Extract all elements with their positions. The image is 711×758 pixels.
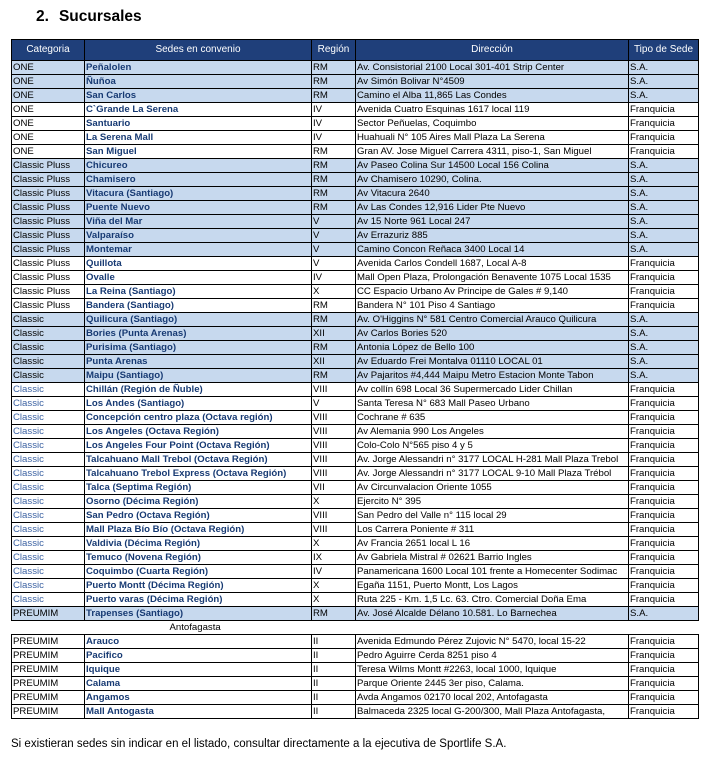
cell-categoria: Classic [12, 425, 85, 439]
table-row [12, 243, 699, 257]
col-header-direccion: Dirección [356, 40, 629, 61]
cell-region: RM [312, 313, 356, 327]
cell-categoria: PREUMIM [12, 677, 85, 691]
table-row [12, 663, 699, 677]
cell-categoria: Classic [12, 509, 85, 523]
cell-region: X [312, 285, 356, 299]
cell-region: X [312, 593, 356, 607]
cell-direccion: Av Paseo Colina Sur 14500 Local 156 Colina [356, 159, 629, 173]
cell-tipo: Franquicia [629, 145, 699, 159]
cell-categoria: PREUMIM [12, 705, 85, 719]
cell-tipo: Franquicia [629, 551, 699, 565]
cell-direccion: Av 15 Norte 961 Local 247 [356, 215, 629, 229]
cell-sede: Coquimbo (Cuarta Región) [85, 565, 312, 579]
table-row [12, 201, 699, 215]
cell-tipo: Franquicia [629, 285, 699, 299]
cell-categoria: ONE [12, 131, 85, 145]
table-row [12, 523, 699, 537]
table-row [12, 579, 699, 593]
table-row [12, 145, 699, 159]
cell-categoria: Classic Pluss [12, 215, 85, 229]
cell-sede: Quillota [85, 257, 312, 271]
table-row [12, 341, 699, 355]
cell-direccion: San Pedro del Valle n° 115 local 29 [356, 509, 629, 523]
col-header-tipo: Tipo de Sede [629, 40, 699, 61]
cell-categoria: Classic [12, 355, 85, 369]
table-row [12, 285, 699, 299]
cell-tipo: S.A. [629, 229, 699, 243]
cell-categoria: Classic [12, 593, 85, 607]
cell-tipo: Franquicia [629, 131, 699, 145]
cell-tipo: S.A. [629, 341, 699, 355]
cell-direccion: Av. Consistorial 2100 Local 301-401 Strip Center [356, 61, 629, 75]
cell-sede: Quilicura (Santiago) [85, 313, 312, 327]
cell-sede: Mall Antogasta [85, 705, 312, 719]
cell-categoria: PREUMIM [12, 649, 85, 663]
subheading-row [12, 621, 699, 635]
cell-tipo: Franquicia [629, 271, 699, 285]
cell-region: RM [312, 145, 356, 159]
cell-region: XII [312, 327, 356, 341]
cell-direccion: Huahuali N° 105 Aires Mall Plaza La Serena [356, 131, 629, 145]
cell-region: VIII [312, 425, 356, 439]
cell-region: IV [312, 565, 356, 579]
table-row [12, 649, 699, 663]
table-row [12, 635, 699, 649]
cell-tipo: Franquicia [629, 439, 699, 453]
cell-region: RM [312, 75, 356, 89]
cell-categoria: Classic Pluss [12, 173, 85, 187]
subheading-label: Antofagasta [85, 621, 699, 635]
cell-sede: Peñalolen [85, 61, 312, 75]
col-header-sede: Sedes en convenio [85, 40, 312, 61]
cell-region: RM [312, 89, 356, 103]
cell-tipo: Franquicia [629, 467, 699, 481]
cell-sede: Chillán (Región de Ñuble) [85, 383, 312, 397]
cell-region: II [312, 691, 356, 705]
cell-tipo: Franquicia [629, 635, 699, 649]
table-row [12, 425, 699, 439]
cell-categoria: Classic [12, 341, 85, 355]
cell-direccion: Av Circunvalacion Oriente 1055 [356, 481, 629, 495]
cell-tipo: S.A. [629, 215, 699, 229]
cell-categoria: Classic Pluss [12, 285, 85, 299]
table-row [12, 411, 699, 425]
cell-categoria: Classic Pluss [12, 201, 85, 215]
cell-tipo: Franquicia [629, 453, 699, 467]
cell-sede: Montemar [85, 243, 312, 257]
cell-region: RM [312, 187, 356, 201]
table-row [12, 439, 699, 453]
cell-tipo: S.A. [629, 243, 699, 257]
cell-sede: Pacifico [85, 649, 312, 663]
table-row [12, 89, 699, 103]
cell-direccion: Av Simón Bolivar N°4509 [356, 75, 629, 89]
cell-categoria: Classic [12, 327, 85, 341]
cell-sede: Talcahuano Mall Trebol (Octava Región) [85, 453, 312, 467]
cell-region: XII [312, 355, 356, 369]
cell-sede: Punta Arenas [85, 355, 312, 369]
cell-direccion: Gran AV. Jose Miguel Carrera 4311, piso-1, San Miguel [356, 145, 629, 159]
table-row [12, 705, 699, 719]
cell-sede: Temuco (Novena Región) [85, 551, 312, 565]
cell-region: IV [312, 103, 356, 117]
cell-sede: San Carlos [85, 89, 312, 103]
cell-tipo: Franquicia [629, 425, 699, 439]
cell-tipo: Franquicia [629, 509, 699, 523]
table-row [12, 173, 699, 187]
cell-region: IV [312, 117, 356, 131]
cell-tipo: Franquicia [629, 523, 699, 537]
cell-direccion: Santa Teresa N° 683 Mall Paseo Urbano [356, 397, 629, 411]
cell-categoria: Classic Pluss [12, 243, 85, 257]
table-row [12, 215, 699, 229]
cell-tipo: S.A. [629, 159, 699, 173]
table-row [12, 565, 699, 579]
cell-tipo: Franquicia [629, 481, 699, 495]
cell-sede: Chicureo [85, 159, 312, 173]
cell-region: X [312, 495, 356, 509]
cell-categoria: PREUMIM [12, 635, 85, 649]
cell-sede: Los Angeles Four Point (Octava Región) [85, 439, 312, 453]
cell-categoria: ONE [12, 145, 85, 159]
cell-tipo: Franquicia [629, 705, 699, 719]
cell-direccion: Parque Oriente 2445 3er piso, Calama. [356, 677, 629, 691]
cell-tipo: Franquicia [629, 257, 699, 271]
cell-categoria: Classic [12, 579, 85, 593]
cell-direccion: Av collín 698 Local 36 Supermercado Lider Chillan [356, 383, 629, 397]
table-row [12, 691, 699, 705]
cell-sede: Santuario [85, 117, 312, 131]
table-row [12, 103, 699, 117]
cell-direccion: Colo-Colo N°565 piso 4 y 5 [356, 439, 629, 453]
cell-sede: La Reina (Santiago) [85, 285, 312, 299]
cell-tipo: Franquicia [629, 299, 699, 313]
cell-tipo: S.A. [629, 201, 699, 215]
cell-categoria: Classic [12, 523, 85, 537]
cell-sede: Purisima (Santiago) [85, 341, 312, 355]
table-row [12, 313, 699, 327]
table-row [12, 593, 699, 607]
cell-tipo: Franquicia [629, 537, 699, 551]
cell-region: VIII [312, 453, 356, 467]
cell-direccion: Camino Concon Reñaca 3400 Local 14 [356, 243, 629, 257]
table-row [12, 159, 699, 173]
cell-tipo: S.A. [629, 607, 699, 621]
cell-tipo: Franquicia [629, 103, 699, 117]
cell-region: X [312, 537, 356, 551]
cell-region: RM [312, 159, 356, 173]
table-body [12, 61, 699, 719]
table-row [12, 299, 699, 313]
cell-categoria: Classic [12, 495, 85, 509]
col-header-region: Región [312, 40, 356, 61]
cell-direccion: Av. Jorge Alessandri n° 3177 LOCAL H-281 Mall Plaza Trebol [356, 453, 629, 467]
cell-region: IX [312, 551, 356, 565]
cell-categoria: Classic [12, 383, 85, 397]
cell-tipo: Franquicia [629, 397, 699, 411]
cell-direccion: Avda Angamos 02170 local 202, Antofagasta [356, 691, 629, 705]
table-row [12, 131, 699, 145]
cell-sede: Bandera (Santiago) [85, 299, 312, 313]
cell-categoria: Classic [12, 411, 85, 425]
cell-tipo: Franquicia [629, 649, 699, 663]
cell-region: RM [312, 369, 356, 383]
cell-categoria: Classic [12, 439, 85, 453]
cell-tipo: S.A. [629, 355, 699, 369]
cell-direccion: Sector Peñuelas, Coquimbo [356, 117, 629, 131]
table-row [12, 271, 699, 285]
table-row [12, 187, 699, 201]
cell-region: V [312, 243, 356, 257]
table-row [12, 481, 699, 495]
cell-direccion: Av Las Condes 12,916 Lider Pte Nuevo [356, 201, 629, 215]
cell-direccion: Balmaceda 2325 local G-200/300, Mall Plaza Antofagasta, [356, 705, 629, 719]
cell-direccion: Av Errazuriz 885 [356, 229, 629, 243]
table-row [12, 677, 699, 691]
cell-sede: Osorno (Décima Región) [85, 495, 312, 509]
cell-sede: Puerto varas (Décima Región) [85, 593, 312, 607]
cell-categoria: ONE [12, 117, 85, 131]
cell-sede: Maipu (Santiago) [85, 369, 312, 383]
cell-tipo: Franquicia [629, 117, 699, 131]
cell-categoria: Classic [12, 369, 85, 383]
cell-direccion: Teresa Wilms Montt #2263, local 1000, Iquique [356, 663, 629, 677]
cell-region: VIII [312, 411, 356, 425]
cell-categoria: Classic Pluss [12, 257, 85, 271]
cell-direccion: CC Espacio Urbano Av Principe de Gales # 9,140 [356, 285, 629, 299]
cell-region: VIII [312, 467, 356, 481]
cell-direccion: Los Carrera Poniente # 311 [356, 523, 629, 537]
cell-sede: La Serena Mall [85, 131, 312, 145]
cell-categoria: PREUMIM [12, 607, 85, 621]
cell-categoria: Classic Pluss [12, 299, 85, 313]
cell-categoria: PREUMIM [12, 663, 85, 677]
table-row [12, 257, 699, 271]
cell-region: II [312, 649, 356, 663]
section-heading [36, 8, 142, 26]
cell-direccion: Av. O'Higgins N° 581 Centro Comercial Arauco Quilicura [356, 313, 629, 327]
cell-sede: Talcahuano Trebol Express (Octava Región) [85, 467, 312, 481]
subheading-spacer [12, 621, 85, 635]
cell-region: IV [312, 271, 356, 285]
cell-categoria: ONE [12, 103, 85, 117]
cell-sede: Talca (Septima Región) [85, 481, 312, 495]
cell-tipo: Franquicia [629, 495, 699, 509]
cell-sede: Los Angeles (Octava Región) [85, 425, 312, 439]
cell-region: VIII [312, 439, 356, 453]
cell-region: V [312, 257, 356, 271]
cell-categoria: Classic Pluss [12, 229, 85, 243]
cell-region: IV [312, 131, 356, 145]
cell-direccion: Camino el Alba 11,865 Las Condes [356, 89, 629, 103]
table-row [12, 327, 699, 341]
cell-tipo: Franquicia [629, 677, 699, 691]
cell-sede: San Miguel [85, 145, 312, 159]
cell-sede: Arauco [85, 635, 312, 649]
cell-region: V [312, 397, 356, 411]
cell-direccion: Av Pajaritos #4,444 Maipu Metro Estacion Monte Tabon [356, 369, 629, 383]
cell-direccion: Cochrane # 635 [356, 411, 629, 425]
table-row [12, 75, 699, 89]
table-row [12, 61, 699, 75]
table-row [12, 355, 699, 369]
cell-direccion: Av Francia 2651 local L 16 [356, 537, 629, 551]
cell-tipo: S.A. [629, 75, 699, 89]
cell-tipo: Franquicia [629, 579, 699, 593]
cell-tipo: Franquicia [629, 565, 699, 579]
cell-sede: Vitacura (Santiago) [85, 187, 312, 201]
cell-sede: Calama [85, 677, 312, 691]
section-title: Sucursales [58, 8, 142, 25]
cell-tipo: S.A. [629, 173, 699, 187]
cell-sede: Valparaíso [85, 229, 312, 243]
cell-tipo: Franquicia [629, 691, 699, 705]
cell-sede: C`Grande La Serena [85, 103, 312, 117]
cell-region: VIII [312, 383, 356, 397]
cell-region: V [312, 229, 356, 243]
table-row [12, 537, 699, 551]
cell-sede: Trapenses (Santiago) [85, 607, 312, 621]
cell-categoria: ONE [12, 89, 85, 103]
cell-sede: Mall Plaza Bío Bío (Octava Región) [85, 523, 312, 537]
cell-tipo: S.A. [629, 369, 699, 383]
cell-categoria: Classic [12, 565, 85, 579]
cell-direccion: Av Carlos Bories 520 [356, 327, 629, 341]
cell-direccion: Ruta 225 - Km. 1,5 Lc. 63. Ctro. Comercial Doña Ema [356, 593, 629, 607]
cell-tipo: Franquicia [629, 411, 699, 425]
cell-sede: Chamisero [85, 173, 312, 187]
section-number: 2. [36, 8, 49, 25]
cell-region: RM [312, 299, 356, 313]
cell-direccion: Panamericana 1600 Local 101 frente a Homecenter Sodimac [356, 565, 629, 579]
table-row [12, 551, 699, 565]
cell-direccion: Antonia López de Bello 100 [356, 341, 629, 355]
cell-direccion: Av Eduardo Frei Montalva 01110 LOCAL 01 [356, 355, 629, 369]
cell-sede: Viña del Mar [85, 215, 312, 229]
cell-region: II [312, 635, 356, 649]
cell-tipo: S.A. [629, 61, 699, 75]
table-row [12, 229, 699, 243]
cell-direccion: Av Vitacura 2640 [356, 187, 629, 201]
cell-tipo: Franquicia [629, 593, 699, 607]
cell-region: RM [312, 607, 356, 621]
cell-direccion: Bandera N° 101 Piso 4 Santiago [356, 299, 629, 313]
cell-region: RM [312, 61, 356, 75]
cell-direccion: Mall Open Plaza, Prolongación Benavente 1075 Local 1535 [356, 271, 629, 285]
cell-region: II [312, 663, 356, 677]
cell-tipo: S.A. [629, 313, 699, 327]
table-row [12, 397, 699, 411]
cell-direccion: Avenida Cuatro Esquinas 1617 local 119 [356, 103, 629, 117]
table-row [12, 495, 699, 509]
cell-direccion: Avenida Carlos Condell 1687, Local A-8 [356, 257, 629, 271]
cell-sede: Ñuñoa [85, 75, 312, 89]
cell-sede: Ovalle [85, 271, 312, 285]
cell-sede: San Pedro (Octava Región) [85, 509, 312, 523]
cell-region: II [312, 677, 356, 691]
cell-direccion: Av Chamisero 10290, Colina. [356, 173, 629, 187]
cell-tipo: Franquicia [629, 663, 699, 677]
cell-sede: Los Andes (Santiago) [85, 397, 312, 411]
cell-categoria: ONE [12, 75, 85, 89]
cell-sede: Puente Nuevo [85, 201, 312, 215]
cell-sede: Valdivia (Décima Región) [85, 537, 312, 551]
cell-region: RM [312, 341, 356, 355]
cell-region: RM [312, 201, 356, 215]
cell-categoria: Classic [12, 453, 85, 467]
cell-categoria: Classic [12, 397, 85, 411]
cell-direccion: Av. Jorge Alessandri n° 3177 LOCAL 9-10 Mall Plaza Trébol [356, 467, 629, 481]
cell-direccion: Pedro Aguirre Cerda 8251 piso 4 [356, 649, 629, 663]
cell-sede: Angamos [85, 691, 312, 705]
table-row [12, 509, 699, 523]
cell-direccion: Av Alemania 990 Los Angeles [356, 425, 629, 439]
table-row [12, 117, 699, 131]
table-row [12, 453, 699, 467]
cell-direccion: Egaña 1151, Puerto Montt, Los Lagos [356, 579, 629, 593]
cell-categoria: Classic [12, 313, 85, 327]
cell-tipo: S.A. [629, 187, 699, 201]
cell-categoria: Classic Pluss [12, 159, 85, 173]
cell-direccion: Ejercito N° 395 [356, 495, 629, 509]
cell-region: VIII [312, 509, 356, 523]
cell-categoria: PREUMIM [12, 691, 85, 705]
sucursales-table [11, 39, 699, 719]
table-row [12, 369, 699, 383]
cell-region: X [312, 579, 356, 593]
cell-categoria: Classic [12, 551, 85, 565]
cell-region: V [312, 215, 356, 229]
cell-tipo: S.A. [629, 327, 699, 341]
cell-categoria: Classic [12, 537, 85, 551]
cell-categoria: Classic [12, 467, 85, 481]
cell-sede: Iquique [85, 663, 312, 677]
cell-tipo: S.A. [629, 89, 699, 103]
table-row [12, 467, 699, 481]
cell-sede: Concepción centro plaza (Octava región) [85, 411, 312, 425]
cell-sede: Puerto Montt (Décima Región) [85, 579, 312, 593]
footnote: Si existieran sedes sin indicar en el listado, consultar directamente a la ejecutiva de Sportlife S.A. [11, 738, 507, 750]
cell-categoria: Classic Pluss [12, 187, 85, 201]
table-row [12, 607, 699, 621]
cell-direccion: Av Gabriela Mistral # 02621 Barrio Ingles [356, 551, 629, 565]
cell-direccion: Av. José Alcalde Délano 10.581. Lo Barnechea [356, 607, 629, 621]
table-row [12, 383, 699, 397]
cell-region: VIII [312, 523, 356, 537]
cell-region: VII [312, 481, 356, 495]
cell-direccion: Avenida Edmundo Pérez Zujovic N° 5470, local 15-22 [356, 635, 629, 649]
cell-tipo: Franquicia [629, 383, 699, 397]
cell-categoria: ONE [12, 61, 85, 75]
col-header-categoria: Categoria [12, 40, 85, 61]
table-header-row [12, 40, 699, 61]
cell-region: RM [312, 173, 356, 187]
cell-categoria: Classic [12, 481, 85, 495]
cell-categoria: Classic Pluss [12, 271, 85, 285]
cell-sede: Bories (Punta Arenas) [85, 327, 312, 341]
cell-region: II [312, 705, 356, 719]
